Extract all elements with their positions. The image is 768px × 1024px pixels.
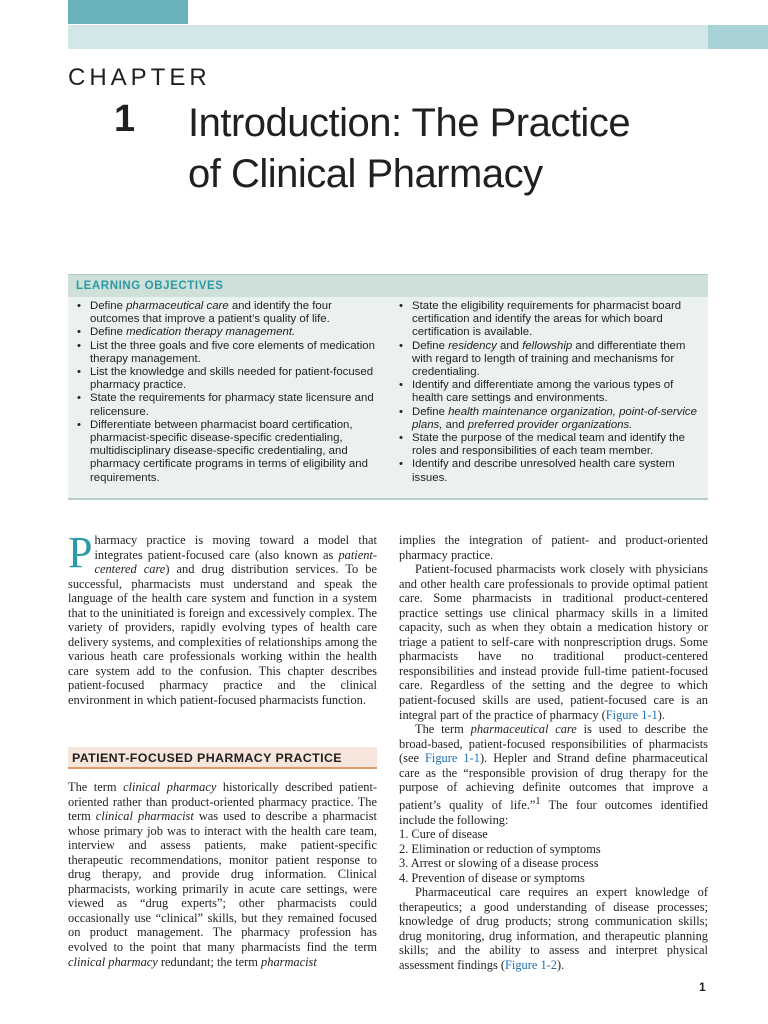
objective-item: • State the eligibility requirements for pharmacist board certification and identify the areas for which board certification is available. [394,300,706,340]
chapter-number: 1 [114,98,136,140]
chapter-title-line-2: of Clinical Pharmacy [188,152,543,196]
outcome-item: 2. Elimination or reduction of symptoms [399,841,601,856]
header-accent-tab [68,0,188,24]
objective-item: • Define health maintenance organization, point-of-service plans, and preferred provider organizations. [394,406,706,432]
outcome-item: 4. Prevention of disease or symptoms [399,870,585,885]
chapter-label: CHAPTER [68,64,211,91]
learning-objectives-box [68,274,708,500]
objective-item: • Define pharmaceutical care and identify the four outcomes that improve a patient’s quality of life. [72,300,384,326]
section-heading: PATIENT-FOCUSED PHARMACY PRACTICE [68,747,377,769]
learning-objectives-left-column [72,300,384,485]
chapter-title-line-1: Introduction: The Practice [188,101,631,145]
intro-text: harmacy practice is moving toward a model that integrates patient-focused care (also known as patient-centered care) and drug distribution services. To be successful, pharmacists must understand and speak the language of the health care system and function in a system that to the uninitiated is foreign and excessively complex. The variety of providers, rapidly evolving types of health care delivery systems, and complexities of relationships among the various heath care professionals working within the health care system add to the confusion. This chapter describes patient-focused pharmacy practice and the clinical environment in which patient-focused pharmacists function. [68,533,377,708]
learning-objectives-heading: LEARNING OBJECTIVES [68,274,708,297]
clinical-pharmacy-paragraph: The term clinical pharmacy historically described patient-oriented rather than product-oriented pharmacy practice. The term clinical pharmacist was used to describe a pharmacist whose primary job was to interact with the health care team, interview and assess patients, make patient-specific therapeutic recommendations, monitor patient response to drug therapy, and provide drug information. Clinical pharmacists, working primarily in acute care settings, were viewed as “drug experts”; other pharmacists could occasionally use “clinical” skills, but they remained focused on product management. The pharmacy profession has evolved to the point that many pharmacists find the term clinical pharmacy redundant; the term pharmacist [68,780,378,969]
outcomes-list [399,827,708,885]
objective-item: • List the three goals and five core elements of medication therapy management. [72,340,384,366]
right-paragraph-1: implies the integration of patient- and product-oriented pharmacy practice. [399,533,708,562]
objective-item: • List the knowledge and skills needed for patient-focused pharmacy practice. [72,366,384,392]
chapter-title [188,98,748,200]
objective-item: • State the requirements for pharmacy state licensure and relicensure. [72,392,384,418]
objective-item: • Define residency and fellowship and differentiate them with regard to length of training and mechanisms for credentialing. [394,340,706,380]
right-paragraph-2: Patient-focused pharmacists work closely with physicians and other health care professionals to provide optimal patient care. Some pharmacists in traditional product-centered practice settings use clinical pharmacy skills in a limited capacity, such as when they obtain a medication history or triage a patient to self-care with nonprescription drugs. Some pharmacists have no traditional product-centered responsibilities and instead provide full-time patient-focused care. Regardless of the setting and the degree to which patient-focused skills are used, patient-focused care is an integral part of the practice of pharmacy (Figure 1-1). [399,562,708,722]
intro-paragraph [68,528,377,708]
objective-item: • State the purpose of the medical team and identify the roles and responsibilities of each team member. [394,432,706,458]
header-band-end [708,25,768,49]
learning-objectives-right-column [394,300,706,485]
right-column [399,533,708,973]
objective-item: • Identify and describe unresolved health care system issues. [394,458,706,484]
objective-item: • Define medication therapy management. [72,326,384,339]
outcome-item: 1. Cure of disease [399,827,488,842]
objective-item: • Identify and differentiate among the various types of health care settings and environments. [394,379,706,405]
drop-cap: P [68,528,93,577]
header-band [68,25,768,49]
outcome-item: 3. Arrest or slowing of a disease process [399,856,599,871]
right-paragraph-3: The term pharmaceutical care is used to describe the broad-based, patient-focused responsibilities of pharmacists (see Figure 1-1). Hepler and Strand define pharmaceutical care as the “responsible provision of drug therapy for the purpose of achieving definite outcomes that improve a patient’s quality of life.”$^1$ The four outcomes identified include the following: [399,722,709,827]
right-paragraph-4: Pharmaceutical care requires an expert knowledge of therapeutics; a good understanding of disease processes; knowledge of drug products; strong communication skills; drug monitoring, drug information, and therapeutic planning skills; and the ability to assess and interpret physical assessment findings (Figure 1-2). [399,885,708,972]
objective-item: • Differentiate between pharmacist board certification, pharmacist-specific disease-specific credentialing, multidisciplinary disease-specific credentialing, and pharmacy certificate programs in terms of eligibility and requirements. [72,419,384,485]
page-number: 1 [699,980,706,994]
